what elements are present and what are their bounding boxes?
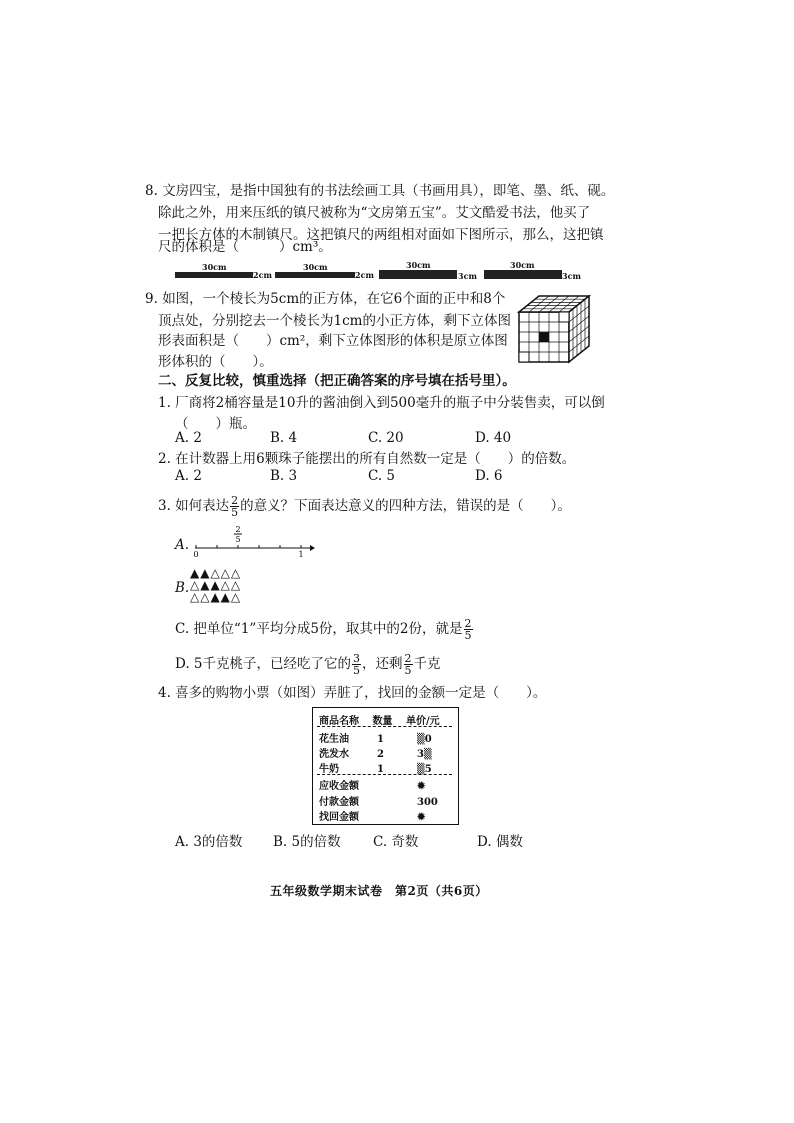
s2q3-line-1: 3. 如何表达 $\frac{2}{5}$ 的意义？下面表达意义的四种方法，错误的是（ ）。 [158, 494, 571, 519]
q9-line-1: 9. 如图，一个棱长为5cm的正方体，在它6个面的正中和8个 [145, 291, 506, 307]
s2q3-option-a[interactable]: A. [175, 537, 190, 553]
s2q3-option-c[interactable]: C. 把单位“1”平均分成5份，取其中的2份，就是 $\frac{2}{5}$ [175, 617, 472, 642]
page-footer: 五年级数学期末试卷 第2页（共6页） [270, 884, 488, 898]
receipt-header-name: 商品名称 [319, 716, 359, 727]
section-2-heading: 二、反复比较，慎重选择（把正确答案的序号填在括号里）。 [158, 373, 516, 389]
number-line [190, 524, 315, 558]
s2q1-option-b[interactable]: B. 4 [270, 430, 298, 446]
smudge-icon: ✹ [417, 781, 426, 792]
s2q4-option-c[interactable]: C. 奇数 [373, 834, 419, 850]
number-line-mark-numerator: 2 [235, 525, 241, 534]
q9-line-3: 形表面积是（ ）cm²，剩下立体图形的体积是原立体图 [158, 333, 508, 349]
q9-line-4: 形体积的（ ）。 [158, 354, 273, 370]
s2q4-option-a[interactable]: A. 3的倍数 [175, 834, 243, 850]
s2q4-line-1: 4. 喜多的购物小票（如图）弄脏了，找回的金额一定是（ ）。 [158, 685, 547, 701]
s2q2-option-c[interactable]: C. 5 [368, 468, 396, 484]
smudge-icon: ✹ [417, 812, 426, 823]
q8-line-3: 一把长方体的木制镇尺。这把镇尺的两组相对面如下图所示，那么，这把镇 [158, 227, 604, 243]
q8-number: 8. [145, 183, 158, 199]
s2q1-line-1: 1. 厂商将2桶容量是10升的酱油倒入到500毫升的瓶子中分装售卖，可以倒 [158, 395, 605, 411]
s2q2-option-a[interactable]: A. 2 [175, 468, 202, 484]
number-line-mark-denominator: 5 [235, 535, 241, 544]
shopping-receipt [312, 707, 459, 825]
fraction-2-5: $\frac{2}{5}$ [231, 494, 239, 519]
receipt-row: 洗发水 2 3▒ [319, 749, 432, 760]
receipt-paid: 付款金额 300 [319, 797, 438, 808]
s2q4-option-b[interactable]: B. 5的倍数 [273, 834, 341, 850]
s2q1-option-a[interactable]: A. 2 [175, 430, 202, 446]
receipt-header-qty: 数量 [372, 716, 393, 727]
s2q3-option-b[interactable]: B. [175, 580, 190, 596]
receipt-row: 花生油 1 ▒0 [319, 734, 432, 745]
q8-line-1: 8. 文房四宝，是指中国独有的书法绘画工具（书画用具），即笔、墨、纸、砚。 [145, 183, 615, 199]
s2q1-line-2: （ ）瓶。 [175, 416, 256, 432]
receipt-row: 牛奶 1 ▒5 [319, 764, 432, 775]
triangle-grid: ▲▲△△△ △▲▲△△ △△▲▲△ [190, 566, 242, 604]
number-line-end-label: 1 [298, 550, 304, 558]
receipt-due: 应收金额 ✹ [319, 781, 426, 792]
q8-line-4: 尺的体积是（ ）cm³。 [158, 239, 332, 255]
s2q1-option-d[interactable]: D. 40 [475, 430, 512, 446]
s2q3-option-d[interactable]: D. 5千克桃子，已经吃了它的 $\frac{3}{5}$ ，还剩 $\frac{2}{5}$ 千克 [175, 652, 441, 677]
q9-line-2: 顶点处，分别挖去一个棱长为1cm的小正方体，剩下立体图 [158, 313, 511, 329]
cube-figure [515, 292, 593, 366]
receipt-change: 找回金额 ✹ [319, 812, 426, 823]
s2q1-option-c[interactable]: C. 20 [368, 430, 404, 446]
receipt-header-price: 单价/元 [405, 716, 440, 727]
q8-line-2: 除此之外，用来压纸的镇尺被称为“文房第五宝”。艾文酷爱书法，他买了 [158, 205, 591, 221]
s2q2-line-1: 2. 在计数器上用6颗珠子能摆出的所有自然数一定是（ ）的倍数。 [158, 451, 576, 467]
s2q4-option-d[interactable]: D. 偶数 [477, 834, 523, 850]
number-line-start-label: 0 [193, 550, 199, 558]
s2q2-option-b[interactable]: B. 3 [270, 468, 298, 484]
s2q2-option-d[interactable]: D. 6 [475, 468, 503, 484]
